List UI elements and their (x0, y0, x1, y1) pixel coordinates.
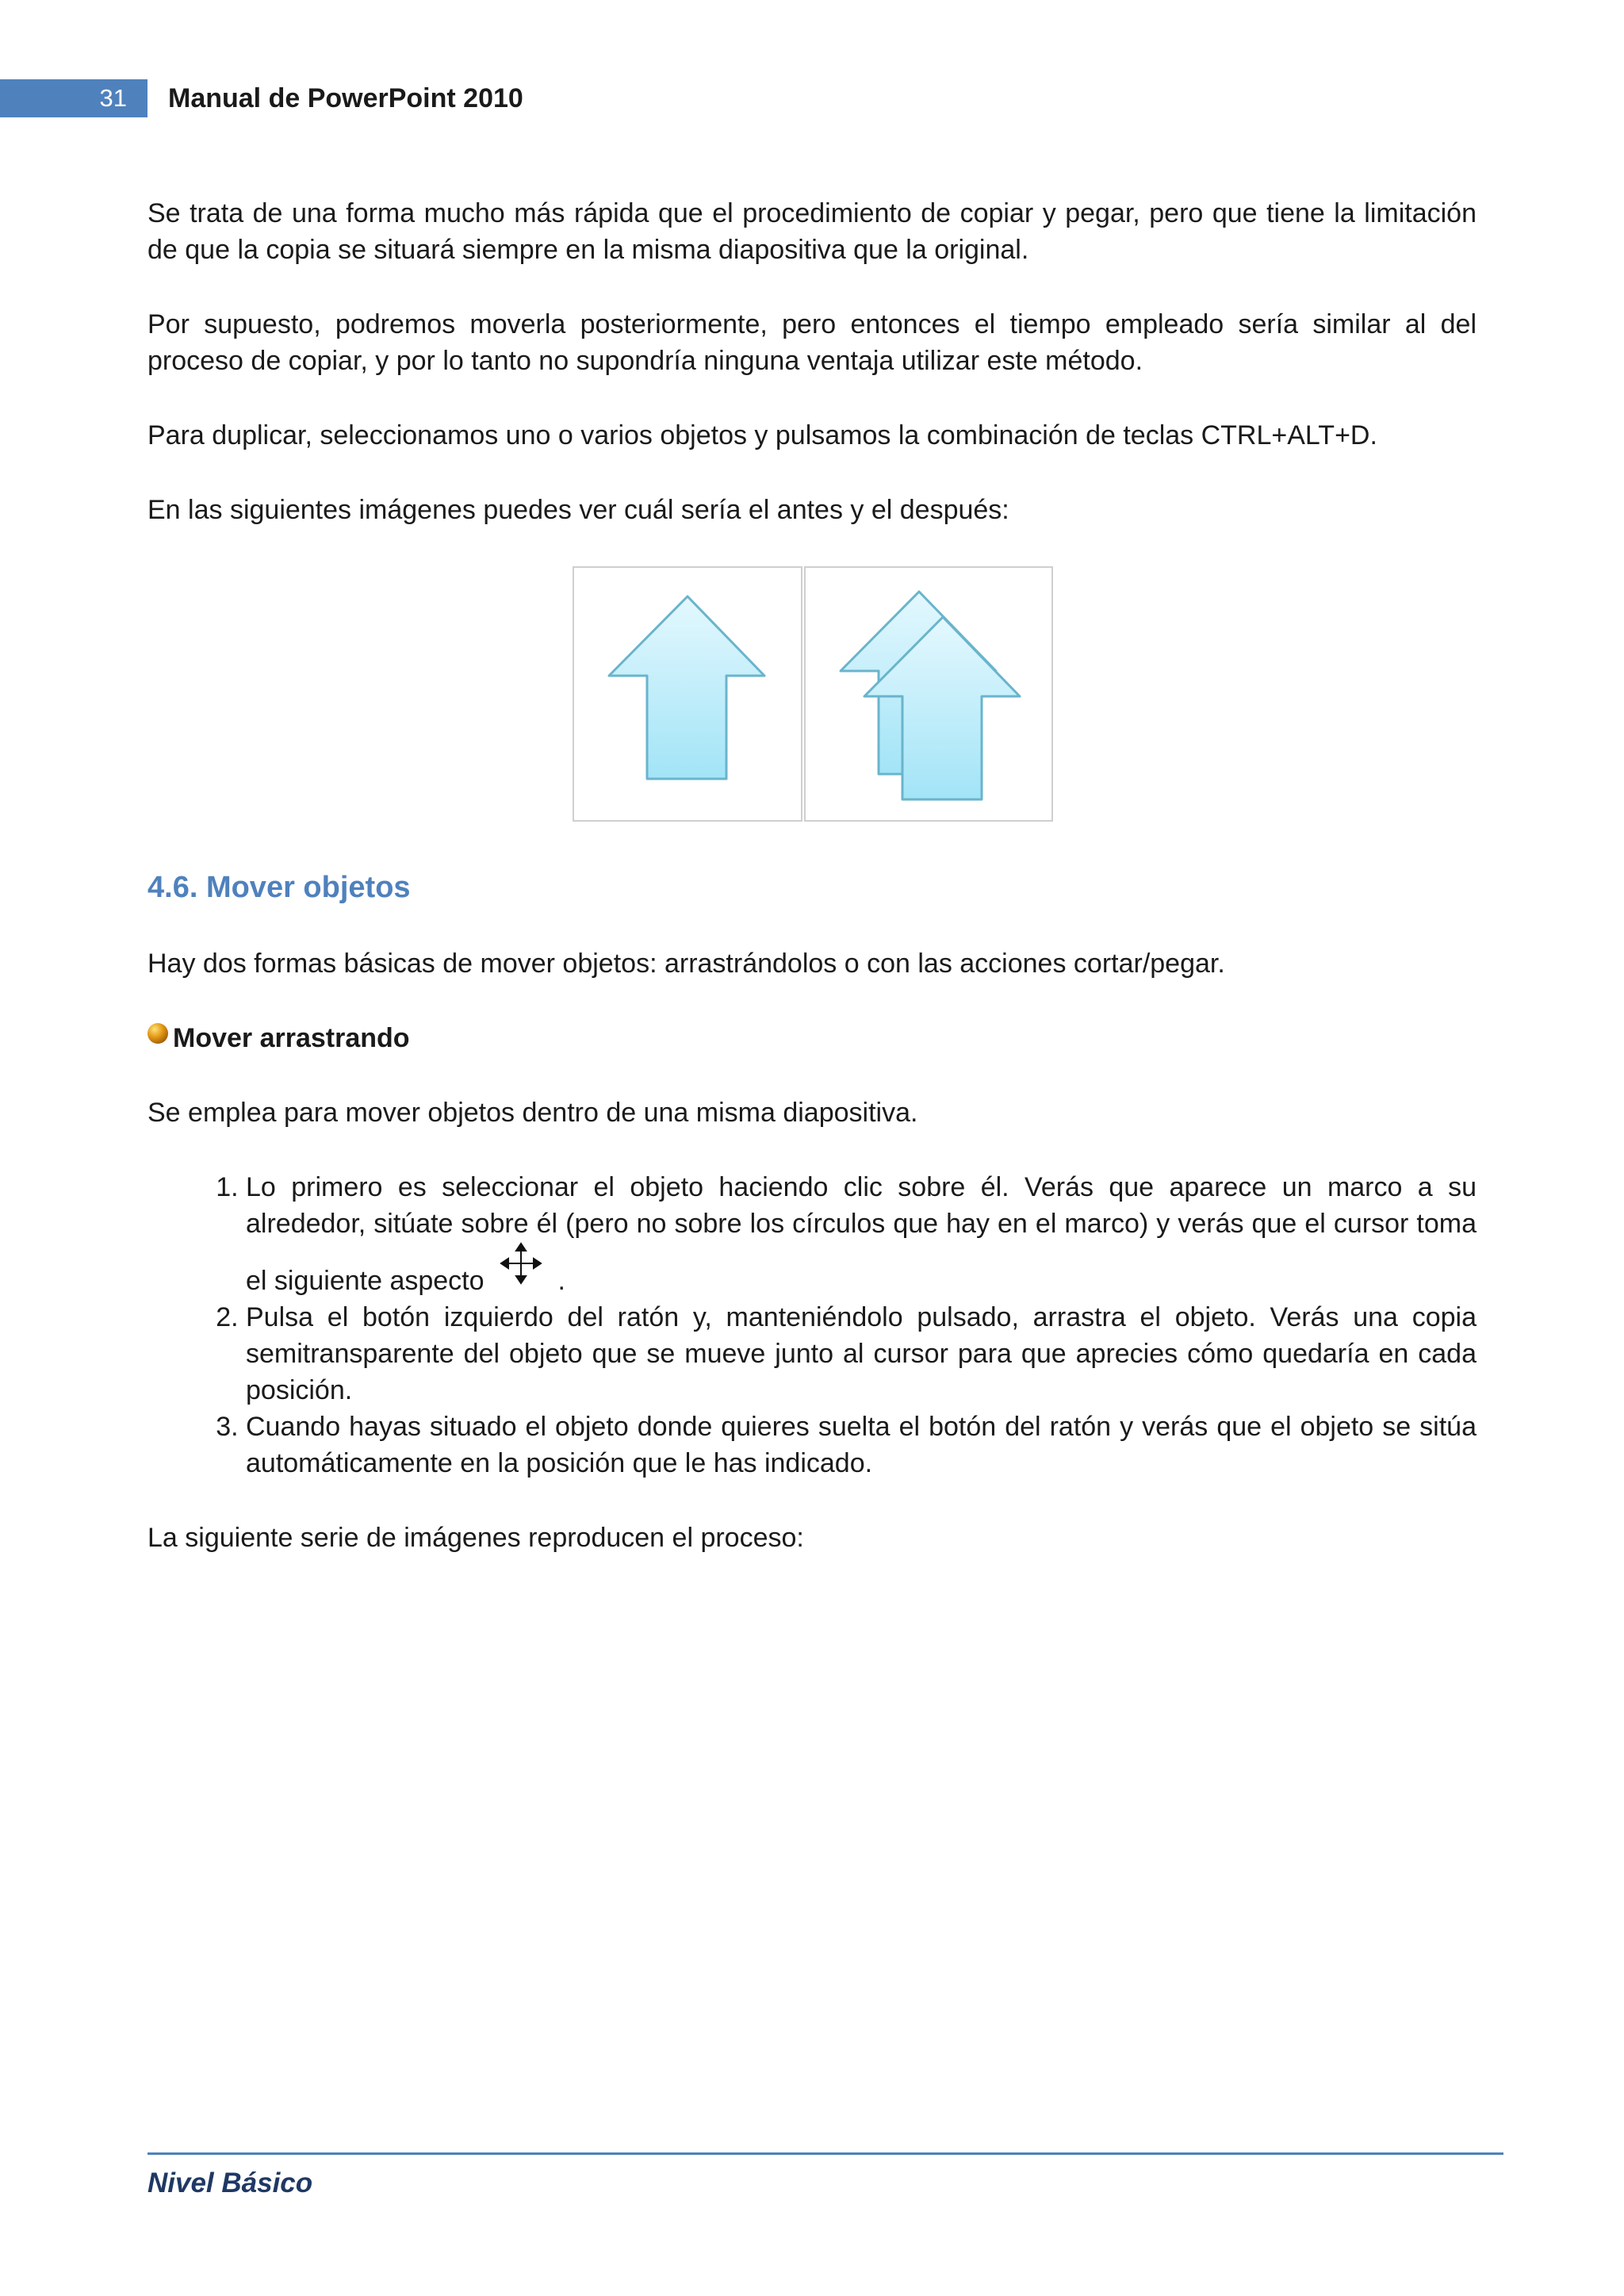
paragraph-3: Para duplicar, seleccionamos uno o varios objetos y pulsamos la combinación de teclas CTRL+ALT+D. (147, 420, 1377, 450)
subheading-mover-arrastrando (147, 1020, 1477, 1056)
closing-paragraph: La siguiente serie de imágenes reproducen el proceso: (147, 1523, 804, 1553)
sub-intro: Se emplea para mover objetos dentro de una misma diapositiva. (147, 1098, 918, 1128)
before-after-figure (573, 566, 1051, 822)
duplicated-arrows-image (806, 568, 1051, 820)
section-heading: 4.6. Mover objetos (147, 871, 411, 904)
move-cursor-icon (500, 1242, 542, 1285)
paragraph-1: Se trata de una forma mucho más rápida que el procedimiento de copiar y pegar, pero que tiene la limitación de que la copia se situará siempre en la misma diapositiva que la original. (147, 198, 1477, 265)
page-number-tab (0, 79, 147, 117)
page-content (147, 195, 1477, 1594)
section-intro: Hay dos formas básicas de mover objetos: arrastrándolos o con las acciones cortar/pegar. (147, 949, 1225, 979)
step-2: 2. Pulsa el botón izquierdo del ratón y, manteniéndolo pulsado, arrastra el objeto. Verás una copia semitransparente del objeto que se mueve junto al cursor para que aprecies cómo quedaría en cada posición. (246, 1299, 1477, 1409)
paragraph-2: Por supuesto, podremos moverla posteriormente, pero entonces el tiempo empleado sería similar al del proceso de copiar, y por lo tanto no supondría ninguna ventaja utilizar este método. (147, 309, 1477, 376)
page-number: 31 (99, 84, 127, 112)
orange-bullet-icon (147, 1023, 168, 1044)
document-title: Manual de PowerPoint 2010 (168, 83, 523, 113)
step-1 (246, 1169, 1477, 1299)
subheading-text: Mover arrastrando (173, 1023, 410, 1053)
footer-level: Nivel Básico (147, 2168, 313, 2198)
steps-list (147, 1169, 1477, 1481)
paragraph-4: En las siguientes imágenes puedes ver cuál sería el antes y el después: (147, 495, 1009, 525)
up-arrow-shape (609, 596, 764, 779)
step-3: 3. Cuando hayas situado el objeto donde quieres suelta el botón del ratón y verás que el objeto se sitúa automáticamente en la posición que le has indicado. (246, 1409, 1477, 1481)
footer-divider (147, 2152, 1503, 2155)
before-panel (573, 566, 802, 822)
after-panel (804, 566, 1053, 822)
step-1-text: Lo primero es seleccionar el objeto haciendo clic sobre él. Verás que aparece un marco a su alrededor, sitúate sobre él (pero no sobre los círculos que hay en el marco) y verás que el cursor toma el siguiente aspecto (246, 1172, 1477, 1296)
single-arrow-image (574, 568, 801, 820)
step-1-end: . (557, 1266, 565, 1296)
